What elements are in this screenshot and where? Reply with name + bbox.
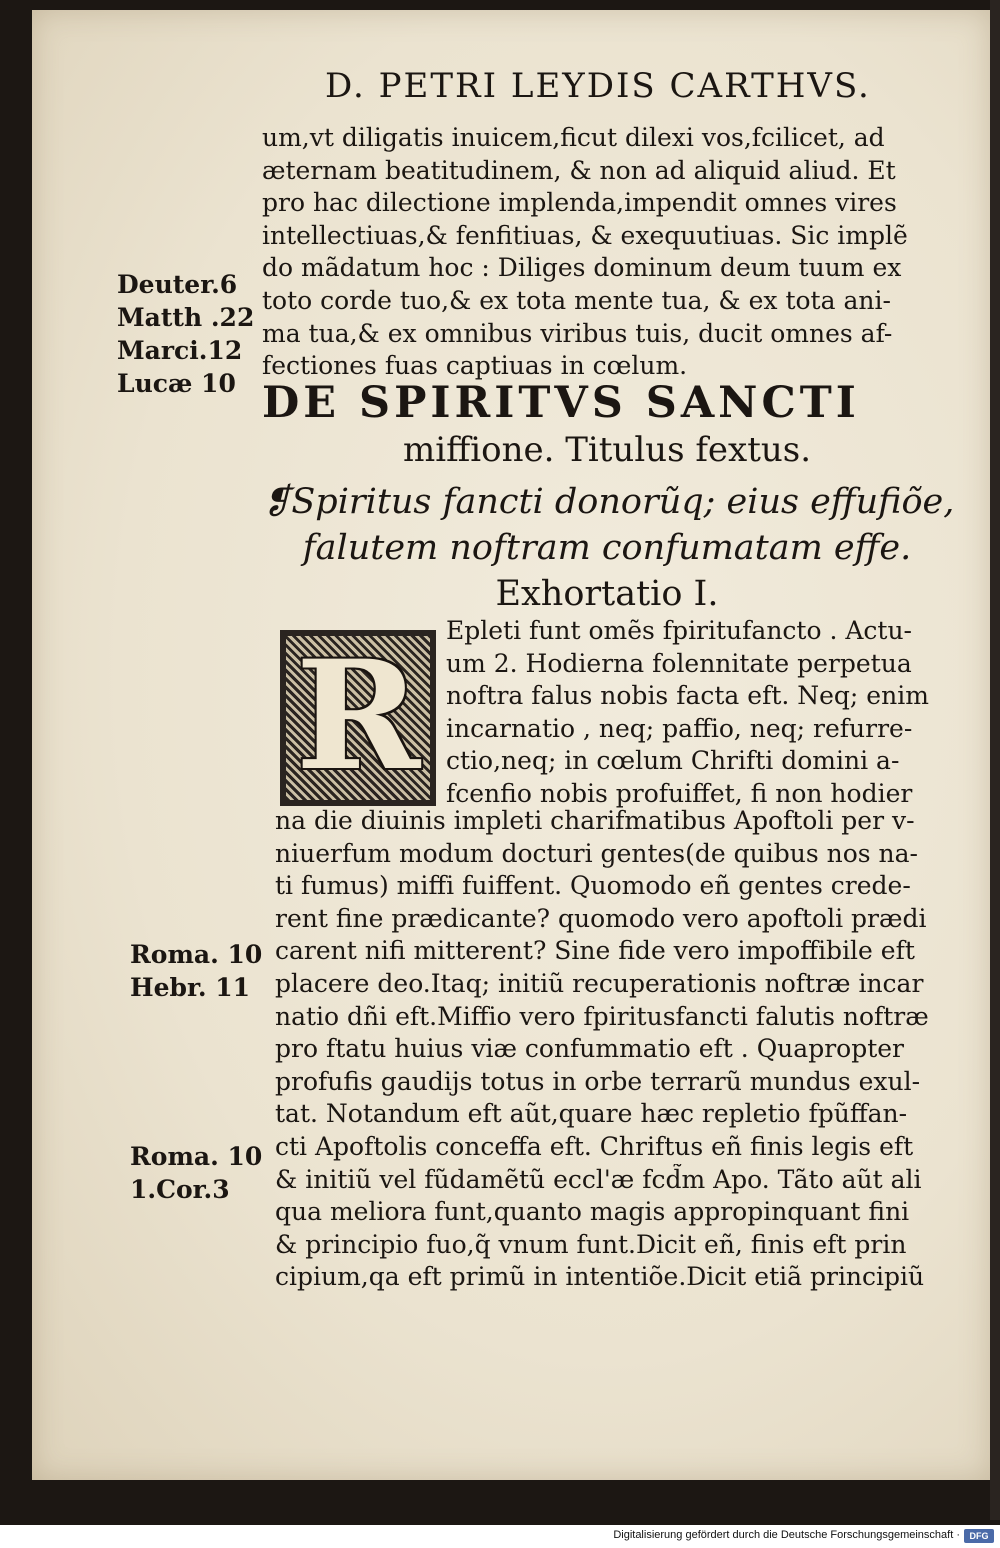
text-line: & principio fuo,q̃ vnum funt.Dicit eñ, finis eft prin: [275, 1229, 907, 1259]
decorated-initial: [280, 630, 436, 806]
page-edge: [990, 0, 1000, 1520]
margin-note: Deuter.6: [117, 270, 238, 299]
text-line: profufis gaudijs totus in orbe terrarũ mundus exul-: [275, 1066, 921, 1096]
text-line: cti Apoftolis conceffa eft. Chriftus eñ finis legis eft: [275, 1131, 914, 1161]
text-line: & initiũ vel fũdamẽtũ eccl'æ fcd̃m Apo. Tãto aũt ali: [275, 1164, 922, 1194]
running-head: D. PETRI LEYDIS CARTHVS.: [325, 66, 871, 106]
text-line: um 2. Hodierna folennitate perpetua: [446, 648, 912, 678]
text-line: toto corde tuo,& ex tota mente tua, & ex tota ani-: [262, 285, 891, 315]
text-line: fcenfio nobis profuiffet, fi non hodier: [446, 778, 913, 808]
text-line: Epleti funt omẽs fpiritufancto . Actu-: [446, 616, 913, 645]
text-line: carent nifi mitterent? Sine fide vero impoffibile eft: [275, 936, 915, 966]
text-line: fectiones fuas captiuas in cœlum.: [262, 351, 688, 381]
text-line: ti fumus) miffi fuiffent. Quomodo eñ gentes crede-: [275, 871, 911, 901]
margin-note: Matth .22: [117, 303, 255, 332]
margin-note: Roma. 10: [130, 940, 263, 969]
text-line: rent fine prædicante? quomodo vero apoftoli prædi: [275, 903, 927, 933]
text-line: qua meliora funt,quanto magis appropinquant fini: [275, 1197, 910, 1227]
section-heading: DE SPIRITVS SANCTI: [262, 378, 860, 428]
text-line: tat. Notandum eft aũt,quare hæc repletio fpũffan-: [275, 1099, 908, 1129]
section-summary-line: [262, 482, 955, 522]
text-line: niuerfum modum docturi gentes(de quibus nos na-: [275, 838, 918, 868]
margin-note: Hebr. 11: [130, 973, 251, 1002]
text-line: ctio,neq; in cœlum Chrifti domini a-: [446, 746, 900, 776]
text-line: na die diuinis impleti charifmatibus Apoftoli per v-: [275, 806, 915, 835]
summary-text: Spiritus fancti donorũq; eius effufiõe,: [291, 482, 955, 522]
text-block-main: [275, 805, 955, 1294]
initial-letter: R: [295, 628, 421, 804]
text-line: placere deo.Itaq; initiũ recuperationis noftræ incar: [275, 968, 924, 998]
text-line: æternam beatitudinem, & non ad aliquid aliud. Et: [262, 155, 896, 185]
section-subheading: miffione. Titulus fextus.: [402, 430, 812, 470]
funding-notice: Digitalisierung gefördert durch die Deutsche Forschungsgemeinschaft ·: [613, 1529, 960, 1541]
text-line: incarnatio , neq; paffio, neq; refurre-: [446, 713, 913, 743]
exhortatio-heading: Exhortatio I.: [495, 574, 719, 614]
section-summary-line: falutem noftram confumatam effe.: [302, 528, 912, 568]
margin-note: 1.Cor.3: [130, 1175, 230, 1204]
text-line: pro hac dilectione implenda,impendit omnes vires: [262, 188, 897, 218]
text-line: natio dñi eft.Miffio vero fpiritusfancti falutis noftræ: [275, 1001, 929, 1031]
footer-bar: [0, 1525, 1000, 1548]
text-line: do mãdatum hoc : Diliges dominum deum tuum ex: [262, 253, 902, 283]
text-block-intro: [262, 122, 952, 383]
text-line: noftra falus nobis facta eft. Neq; enim: [446, 681, 929, 711]
margin-note: Marci.12: [117, 336, 243, 365]
text-line: intellectiuas,& fenfitiuas, & exequutiuas. Sic implẽ: [262, 220, 908, 250]
dfg-logo: DFG: [964, 1529, 994, 1543]
paragraph-mark-icon: ❡: [262, 482, 292, 522]
text-line: um,vt diligatis inuicem,ficut dilexi vos,fcilicet, ad: [262, 123, 885, 152]
text-line: ma tua,& ex omnibus viribus tuis, ducit omnes af-: [262, 318, 893, 348]
margin-note: Lucæ 10: [117, 369, 236, 398]
text-line: pro ftatu huius viæ confummatio eft . Quapropter: [275, 1034, 904, 1064]
text-block-beside-initial: [446, 615, 951, 811]
text-line: cipium,qa eft primũ in intentiõe.Dicit etiã principiũ: [275, 1262, 925, 1292]
margin-note: Roma. 10: [130, 1142, 263, 1171]
